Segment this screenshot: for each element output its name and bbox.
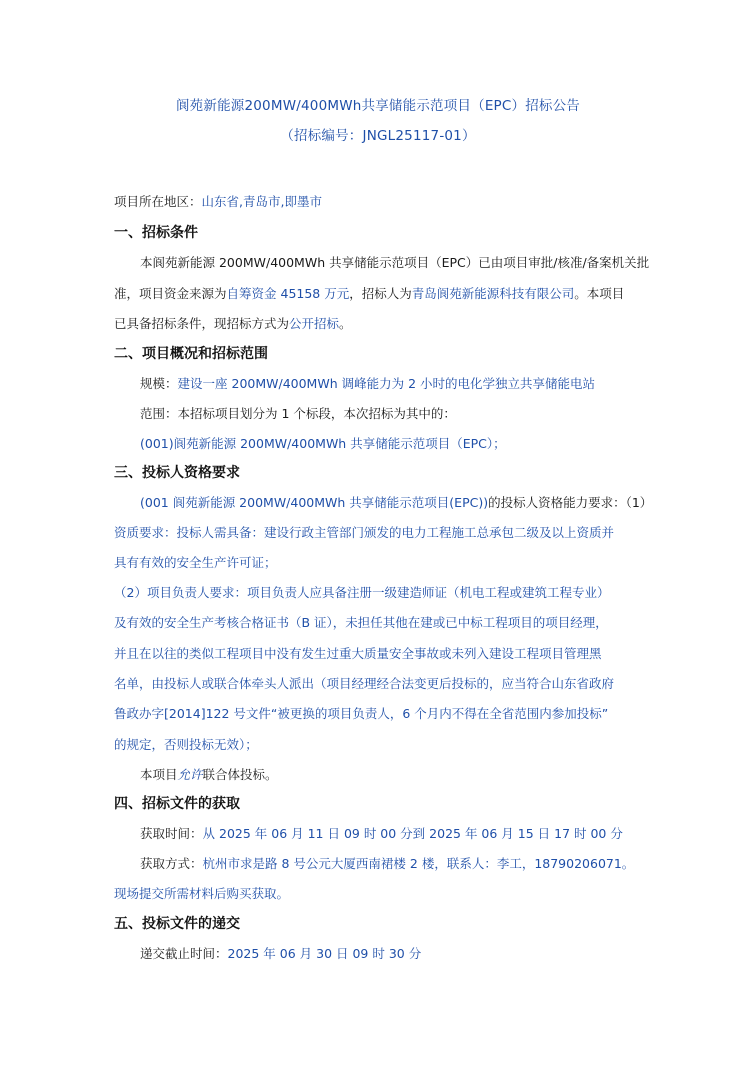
- s1-para-line-3: [114, 316, 352, 332]
- section-3-heading: 三、投标人资格要求: [114, 465, 240, 481]
- acquire-time-label: 获取时间：: [140, 826, 203, 841]
- s3-text: 联合体投标。: [202, 767, 278, 782]
- tender-method: 公开招标: [289, 316, 340, 331]
- consortium-value: 允许: [177, 767, 203, 782]
- s3-line-2: 资质要求：投标人需具备：建设行政主管部门颁发的电力工程施工总承包二级及以上资质并: [114, 525, 615, 540]
- s3-line-4: （2）项目负责人要求：项目负责人应具备注册一级建造师证（机电工程或建筑工程专业）: [114, 585, 610, 600]
- lot-reference: (001 阆苑新能源 200MW/400MWh 共享储能示范项目(EPC)): [140, 495, 489, 510]
- s3-text: 本项目: [140, 767, 178, 782]
- s3-line-9: 的规定，否则投标无效）；: [114, 737, 258, 752]
- section-5-heading: 五、投标文件的递交: [114, 916, 240, 932]
- consortium-line: [140, 767, 278, 783]
- s1-text: 。本项目: [574, 286, 625, 301]
- s1-text: 。: [339, 316, 352, 331]
- fund-source: 自筹资金 45158 万元: [226, 286, 350, 301]
- s3-line-3: 具有有效的安全生产许可证；: [114, 555, 277, 570]
- lot-line: (001)阆苑新能源 200MW/400MWh 共享储能示范项目（EPC）；: [140, 436, 506, 451]
- scale-line: [140, 376, 595, 392]
- section-2-heading: 二、项目概况和招标范围: [114, 346, 268, 362]
- s1-para-line-1: 本阆苑新能源 200MW/400MWh 共享储能示范项目（EPC）已由项目审批/核准/备案机关批: [140, 255, 650, 270]
- acquire-method-value: 杭州市求是路 8 号公元大厦西南裙楼 2 楼，联系人：李工，18790206071。: [202, 856, 635, 871]
- s1-text: 准，项目资金来源为: [114, 286, 227, 301]
- scale-label: 规模：: [140, 376, 178, 391]
- s1-para-line-2: [114, 286, 624, 302]
- s3-text: 的投标人资格能力要求：（1）: [488, 495, 653, 510]
- acquire-method-label: 获取方式：: [140, 856, 203, 871]
- acquire-time-line: [140, 826, 623, 842]
- scope-line: 范围：本招标项目划分为 1 个标段，本次招标为其中的：: [140, 406, 456, 421]
- tender-number: （招标编号：JNGL25117-01）: [280, 128, 476, 144]
- deadline-value: 2025 年 06 月 30 日 09 时 30 分: [227, 946, 422, 961]
- tenderer-name: 青岛阆苑新能源科技有限公司: [411, 286, 575, 301]
- acquire-method-line-2: 现场提交所需材料后购买获取。: [114, 886, 290, 901]
- project-location: [114, 194, 322, 210]
- scale-value: 建设一座 200MW/400MWh 调峰能力为 2 小时的电化学独立共享储能电站: [177, 376, 596, 391]
- s3-line-5: 及有效的安全生产考核合格证书（B 证），未担任其他在建或已中标工程项目的项目经理，: [114, 615, 608, 630]
- deadline-line: [140, 946, 421, 962]
- s3-line-1: [140, 495, 652, 511]
- location-label: 项目所在地区：: [114, 194, 202, 209]
- section-4-heading: 四、招标文件的获取: [114, 796, 240, 812]
- s3-line-8: 鲁政办字[2014]122 号文件“被更换的项目负责人，6 个月内不得在全省范围内参加投标”: [114, 706, 609, 721]
- deadline-label: 递交截止时间：: [140, 946, 228, 961]
- s3-line-6: 并且在以往的类似工程项目中没有发生过重大质量安全事故或未列入建设工程项目管理黑: [114, 646, 602, 661]
- section-1-heading: 一、招标条件: [114, 225, 198, 241]
- document-title: 阆苑新能源200MW/400MWh共享储能示范项目（EPC）招标公告: [175, 98, 581, 114]
- acquire-time-value: 从 2025 年 06 月 11 日 09 时 00 分到 2025 年 06 月 15 日 17 时 00 分: [202, 826, 623, 841]
- s1-text: 已具备招标条件，现招标方式为: [114, 316, 290, 331]
- acquire-method-line: [140, 856, 634, 872]
- location-value: 山东省,青岛市,即墨市: [201, 194, 322, 209]
- s3-line-7: 名单，由投标人或联合体牵头人派出（项目经理经合法变更后投标的，应当符合山东省政府: [114, 676, 615, 691]
- s1-text: ，招标人为: [349, 286, 412, 301]
